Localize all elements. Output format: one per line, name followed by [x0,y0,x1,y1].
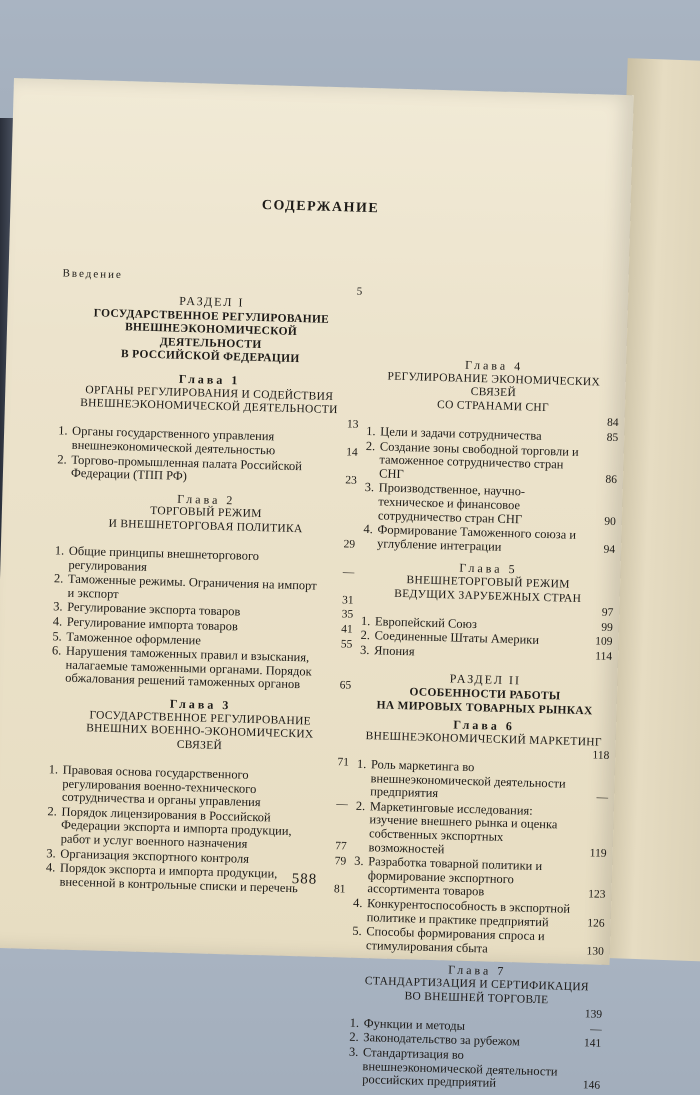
chapter-2-heading: Глава 2 [177,491,236,508]
chapter-3-title: ВНЕШНИХ ВОЕННО-ЭКОНОМИЧЕСКИХ [85,722,314,741]
toc-entry [364,481,617,529]
entry-page: 23 [345,474,358,487]
chapter-3-page: 71 [337,756,350,770]
chapter-4-heading: Глава 4 [464,357,524,374]
entry-text: Организация экспортного контроля [60,846,250,866]
chapter-5-heading: Глава 5 [459,560,518,577]
entry-number: 6. [51,643,62,658]
chapter-6-heading: Глава 6 [453,717,516,734]
toc-entry [354,800,607,861]
chapter-3-title: ГОСУДАРСТВЕННОЕ РЕГУЛИРОВАНИЕ [89,708,312,728]
entry-text: Таможенное оформление [66,629,202,648]
intro-page: 5 [356,285,363,298]
entry-number: 2. [365,438,376,453]
entry-page: — [342,566,355,579]
chapter-1-page: 13 [346,418,359,431]
entry-page: 130 [586,945,605,958]
entry-number: 3. [348,1044,359,1059]
entry-number: 2. [47,804,58,819]
toc-entry [365,440,618,488]
entry-page: — [596,791,609,805]
entry-page: 55 [340,638,353,651]
entry-text: Соединенные Штаты Америки [374,628,540,648]
entry-page: 86 [605,473,618,486]
entry-text: Органы государственного управления внешнеэкономической деятельностью [71,424,276,458]
entry-text: Цели и задачи сотрудничества [380,424,542,443]
entry-text: Конкурентоспособность в экспортной политике и практике предприятий [366,896,571,929]
left-column [45,267,362,897]
chapter-5-title: ВНЕШНЕТОРГОВЫЙ РЕЖИМ [406,574,570,591]
entry-page: 119 [589,846,607,860]
entry-number: 2. [53,571,64,586]
entry-number: 5. [352,923,362,939]
entry-text: Нарушения таможенных правил и взыскания, налагаемые таможенными органами. Порядок обжалования решений таможенных органов [65,643,312,692]
entry-page: 109 [595,635,613,649]
entry-page: 35 [341,608,354,622]
entry-text: Разработка товарной политики и формирование экспортного ассортимента товаров [367,854,543,899]
entry-page: 65 [339,679,352,693]
entry-number: 2. [355,798,366,813]
entry-text: Формирование Таможенного союза и углубление интеграции [376,522,577,554]
entry-number: 4. [363,522,374,537]
chapter-2-title: И ВНЕШНЕТОРГОВАЯ ПОЛИТИКА [108,517,303,536]
entry-number: 2. [360,628,371,643]
toc-entry [352,925,605,959]
entry-page: — [589,1023,602,1036]
entry-text: Создание зоны свободной торговли и таможенное сотрудничество стран СНГ [378,438,579,481]
entry-page: 123 [588,888,606,902]
toc-entry [353,855,606,903]
entry-text: Производственное, научно-техническое и финансовое сотрудничество стран СНГ [377,480,526,526]
page-number: 588 [291,871,318,888]
entry-text: Регулирование импорта товаров [66,614,239,634]
chapter-4-page: 84 [606,417,619,430]
chapter-2-title: ТОРГОВЫЙ РЕЖИМ [149,505,262,521]
entry-number: 1. [360,613,371,628]
toc-entry [51,645,352,694]
entry-page: 90 [604,515,617,528]
entry-number: 1. [48,762,59,777]
entry-number: 3. [359,642,370,658]
section-2-line: ОСОБЕННОСТИ РАБОТЫ [409,686,561,703]
chapter-7-title: ВО ВНЕШНЕЙ ТОРГОВЛЕ [404,989,549,1006]
entry-number: 1. [356,756,367,772]
toc-entry [356,758,609,806]
entry-number: 2. [349,1030,359,1045]
intro-label: Введение [62,267,124,282]
chapter-1-heading: Глава 1 [178,371,241,388]
entry-text: Общие принципы внешнеторгового регулирования [68,543,260,574]
chapter-5-page: 97 [601,606,614,620]
entry-text: Законодательство за рубежом [363,1030,521,1049]
chapter-3-title: СВЯЗЕЙ [176,738,223,752]
entry-text: Япония [373,643,415,659]
entry-number: 3. [364,480,375,495]
entry-page: 14 [346,446,358,459]
entry-number: 4. [352,895,363,911]
entry-text: Таможенные режимы. Ограничения на импорт и экспорт [67,571,317,601]
toc-entry [363,523,616,557]
entry-page: 146 [582,1079,601,1092]
chapter-7-heading: Глава 7 [447,962,507,979]
entry-text: Торгово-промышленная палата Российской Федерации (ТПП РФ) [70,452,303,484]
entry-page: 77 [335,840,347,853]
entry-page: 94 [603,543,616,556]
section-1-line: ВНЕШНЕЭКОНОМИЧЕСКОЙ [124,321,298,339]
entry-text: Роль маркетинга во внешнеэкономической деятельности предприятия [370,757,566,801]
entry-text: Функции и методы [363,1015,466,1033]
entry-page: 85 [606,431,619,444]
toc-entry [348,1046,601,1094]
chapter-5-title: ВЕДУЩИХ ЗАРУБЕЖНЫХ СТРАН [394,587,582,605]
chapter-1-title: ОРГАНЫ РЕГУЛИРОВАНИЯ И СОДЕЙСТВИЯ [85,383,334,403]
chapter-7-title: СТАНДАРТИЗАЦИЯ И СЕРТИФИКАЦИЯ [364,975,590,994]
entry-number: 1. [366,423,376,439]
section-1-line: ГОСУДАРСТВЕННОЕ РЕГУЛИРОВАНИЕ [93,306,330,326]
chapter-7-page: 139 [584,1008,603,1021]
entry-page: 126 [587,916,605,930]
entry-page: 114 [595,650,613,663]
right-column [348,356,620,1094]
chapter-2-page: 29 [343,537,356,551]
entry-page: 141 [583,1037,602,1051]
entry-number: 1. [57,423,68,438]
entry-number: 4. [52,614,63,629]
entry-number: 3. [53,599,63,615]
entry-number: 5. [52,628,63,644]
contents-page [0,78,634,1092]
entry-number: 4. [45,860,56,875]
section-1-line: ДЕЯТЕЛЬНОСТИ [159,335,262,351]
section-1-line: В РОССИЙСКОЙ ФЕДЕРАЦИИ [120,348,300,366]
chapter-6-title: ВНЕШНЕЭКОНОМИЧЕСКИЙ МАРКЕТИНГ [365,729,602,749]
chapter-1-title: ВНЕШНЕЭКОНОМИЧЕСКОЙ ДЕЯТЕЛЬНОСТИ [79,397,338,417]
entry-text: Способы формирования спроса и стимулирования сбыта [365,924,545,956]
entry-text: Европейский Союз [374,613,478,631]
page-title: СОДЕРЖАНИЕ [261,197,380,217]
chapter-4-title: РЕГУЛИРОВАНИЕ ЭКОНОМИЧЕСКИХ СВЯЗЕЙ [387,370,601,400]
entry-number: 2. [57,451,67,467]
entry-text: Стандартизация во внешнеэкономической деятельности российских предприятий [361,1045,558,1090]
entry-page: 41 [341,623,353,636]
entry-text: Порядок экспорта и импорта продукции, внесенной в контрольные списки и перечень [59,860,299,895]
chapter-3-heading: Глава 3 [169,696,232,713]
entry-page: 81 [333,883,346,896]
entry-page: — [336,798,349,811]
entry-text: Регулирование экспорта товаров [67,600,241,619]
entry-number: 1. [54,543,65,558]
entry-text: Порядок лицензирования в Российской Федерации экспорта и импорта продукции, работ и услуг военного назначения [60,804,292,851]
section-1-heading: РАЗДЕЛ I [179,293,245,310]
entry-text: Правовая основа государственного регулирования военно-технического сотрудничества и органы управления [61,762,261,810]
entry-number: 3. [354,853,364,869]
section-2-line: НА МИРОВЫХ ТОВАРНЫХ РЫНКАХ [376,699,593,718]
entry-page: 79 [334,854,347,868]
entry-number: 1. [349,1015,360,1030]
section-2-heading: РАЗДЕЛ II [449,671,522,688]
chapter-4-title: СО СТРАНАМИ СНГ [436,398,550,414]
entry-number: 3. [46,845,56,861]
entry-text: Маркетинговые исследования: изучение внешнего рынка и оценка собственных экспортных возможностей [368,799,558,856]
entry-page: 31 [341,594,354,607]
chapter-6-page: 118 [592,749,610,763]
entry-page: 99 [601,621,614,634]
